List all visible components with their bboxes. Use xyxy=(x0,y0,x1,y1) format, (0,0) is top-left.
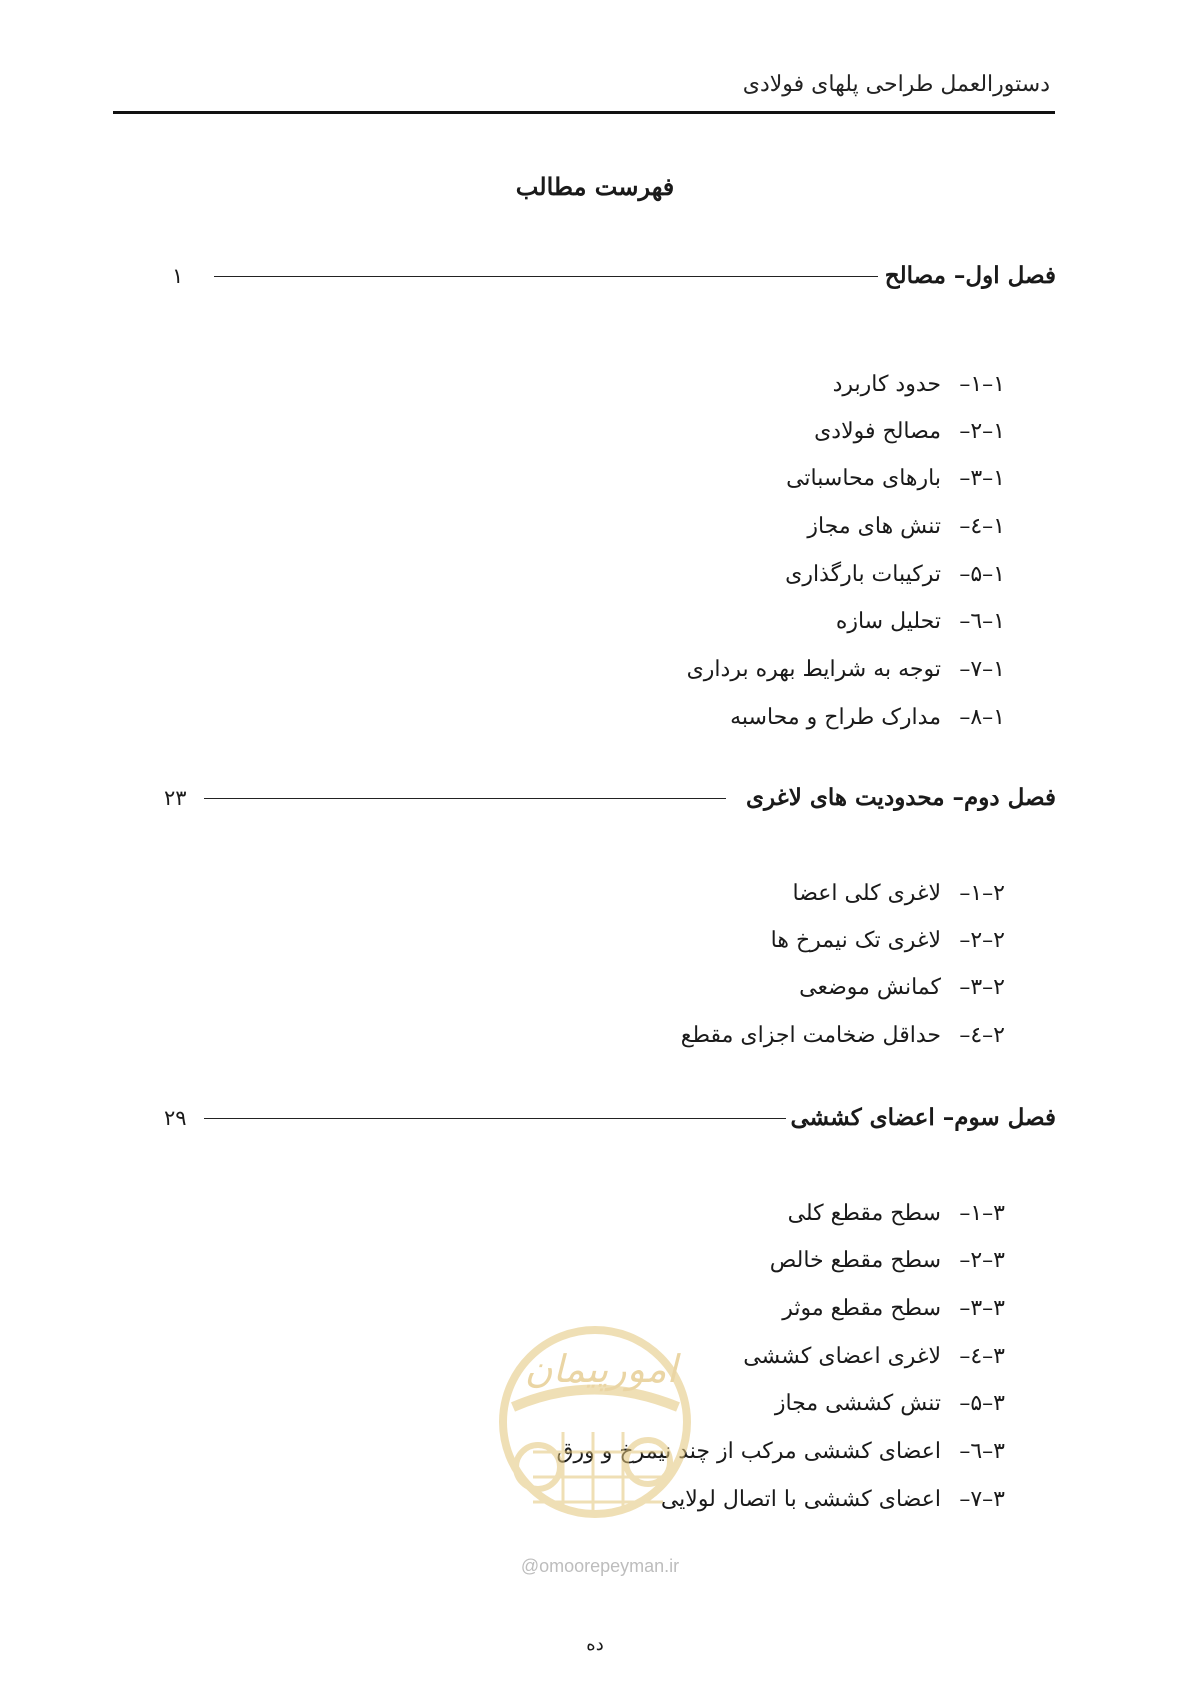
toc-entry xyxy=(782,1291,1005,1327)
section-number: ۳–۲– xyxy=(959,1248,1005,1273)
section-number: ۲–۳– xyxy=(959,975,1005,1000)
section-number: ۱–٤– xyxy=(959,514,1005,539)
toc-entry xyxy=(775,1386,1005,1422)
section-title: لاغری کلی اعضا xyxy=(792,881,941,906)
watermark-url: @omoorepeyman.ir xyxy=(520,1556,680,1576)
section-number: ۱–۷– xyxy=(959,657,1005,682)
chapter-3-heading xyxy=(150,1100,1056,1136)
running-head: دستورالعمل طراحی پلهای فولادی xyxy=(742,72,1050,97)
chapter-title: فصل سوم– اعضای کششی xyxy=(790,1104,1056,1131)
section-number: ۳–۱– xyxy=(959,1201,1005,1226)
chapter-title: فصل اول– مصالح xyxy=(884,262,1056,289)
section-title: ترکیبات بارگذاری xyxy=(785,562,941,587)
section-title: کمانش موضعی xyxy=(799,975,941,1000)
section-number: ۳–۷– xyxy=(959,1487,1005,1512)
section-title: توجه به شرایط بهره برداری xyxy=(686,657,941,682)
toc-title: فهرست مطالب xyxy=(515,172,675,201)
section-title: حداقل ضخامت اجزای مقطع xyxy=(680,1023,941,1048)
toc-entry xyxy=(814,414,1005,450)
section-title: حدود کاربرد xyxy=(832,372,941,397)
toc-entry xyxy=(786,461,1005,497)
section-title: بارهای محاسباتی xyxy=(786,466,941,491)
toc-entry xyxy=(770,1243,1005,1279)
section-title: تحلیل سازه xyxy=(835,609,941,634)
section-number: ۱–٦– xyxy=(959,609,1005,634)
toc-entry xyxy=(785,557,1005,593)
toc-entry xyxy=(807,509,1005,545)
section-number: ۳–۵– xyxy=(959,1391,1005,1416)
section-title: سطح مقطع کلی xyxy=(787,1201,941,1226)
section-number: ۳–٤– xyxy=(959,1344,1005,1369)
watermark-text: امورپیمان xyxy=(524,1347,678,1391)
chapter-page-number: ۲۳ xyxy=(164,786,187,810)
section-number: ۱–۱– xyxy=(959,372,1005,397)
section-number: ۲–۱– xyxy=(959,881,1005,906)
section-number: ۲–٤– xyxy=(959,1023,1005,1048)
toc-entry xyxy=(681,1018,1005,1054)
section-number: ۱–۲– xyxy=(959,419,1005,444)
section-number: ۱–۵– xyxy=(959,562,1005,587)
chapter-title: فصل دوم– محدودیت های لاغری xyxy=(745,784,1056,811)
section-title: اعضای کششی مرکب از چند نیمرخ و ورق xyxy=(556,1439,941,1464)
leader-line xyxy=(214,276,878,277)
chapter-page-number: ۲۹ xyxy=(164,1106,187,1130)
toc-entry xyxy=(730,700,1005,736)
leader-line xyxy=(204,1118,786,1119)
toc-entry xyxy=(743,1339,1005,1375)
section-number: ۳–٦– xyxy=(959,1439,1005,1464)
section-number: ۱–۸– xyxy=(959,705,1005,730)
section-number: ۳–۳– xyxy=(959,1296,1005,1321)
section-title: مدارک طراح و محاسبه xyxy=(730,705,941,730)
section-title: سطح مقطع خالص xyxy=(769,1248,941,1273)
chapter-page-number: ۱ xyxy=(172,264,184,288)
section-title: اعضای کششی با اتصال لولایی xyxy=(660,1487,941,1512)
toc-entry xyxy=(833,367,1005,403)
page-number: ده xyxy=(586,1634,604,1655)
section-title: لاغری اعضای کششی xyxy=(743,1344,941,1369)
toc-entry xyxy=(836,604,1005,640)
toc-entry xyxy=(799,970,1005,1006)
chapter-2-heading xyxy=(150,780,1056,816)
toc-entry xyxy=(771,923,1005,959)
section-number: ۱–۳– xyxy=(959,466,1005,491)
section-title: مصالح فولادی xyxy=(814,419,941,444)
leader-line xyxy=(204,798,726,799)
watermark-logo xyxy=(493,1312,697,1552)
toc-entry xyxy=(788,1196,1005,1232)
toc-entry xyxy=(661,1482,1005,1518)
header-rule xyxy=(113,111,1055,114)
toc-entry xyxy=(687,652,1005,688)
section-title: تنش های مجاز xyxy=(807,514,941,539)
section-number: ۲–۲– xyxy=(959,928,1005,953)
section-title: سطح مقطع موثر xyxy=(782,1296,941,1321)
toc-entry xyxy=(792,876,1005,912)
section-title: تنش کششی مجاز xyxy=(774,1391,941,1416)
chapter-1-heading xyxy=(150,258,1056,294)
section-title: لاغری تک نیمرخ ها xyxy=(770,928,941,953)
